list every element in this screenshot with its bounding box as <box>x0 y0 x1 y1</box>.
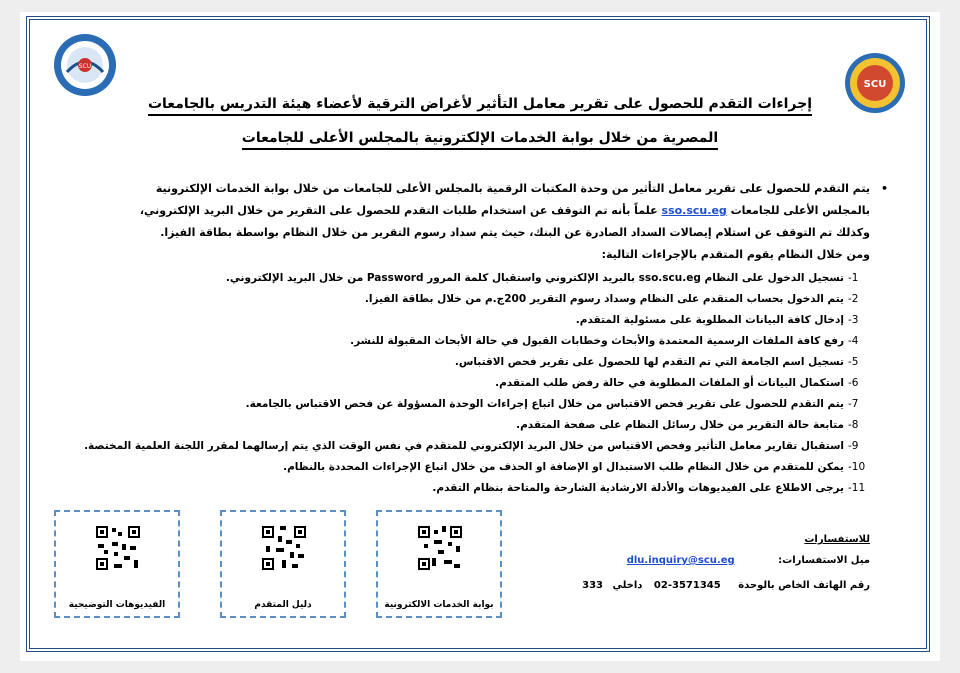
qr-label: الفيديوهات التوضيحية <box>68 600 166 610</box>
intro-line: وكذلك تم التوقف عن استلام إيصالات السداد الصادرة عن البنك، حيث يتم سداد رسوم التقرير من خلال النظام بواسطة بطاقة الفيزا. <box>160 226 870 239</box>
step-item: -7 يتم التقدم للحصول على تقرير فحص الاقتباس من خلال اتباع إجراءات الوحدة المسؤولة عن فحص الاقتباس بالجامعة. <box>245 398 859 410</box>
sso-link[interactable]: sso.scu.eg <box>661 204 727 217</box>
left-logo-text: SCU <box>78 63 92 70</box>
step-item: -1 تسجيل الدخول على النظام sso.scu.eg بالبريد الإلكتروني واستقبال كلمة المرور Password من خلال البريد الإلكتروني. <box>225 272 859 284</box>
document-title-line1: إجراءات التقدم للحصول على تقرير معامل التأثير لأغراض الترقية لأعضاء هيئة التدريس بالجامعات <box>140 96 820 112</box>
intro-line: ومن خلال النظام يقوم المتقدم بالإجراءات التالية: <box>601 248 870 261</box>
portal-qr-card[interactable] <box>376 510 502 618</box>
contact-section <box>570 534 870 605</box>
steps-list <box>80 268 870 499</box>
bullet-icon: • <box>880 182 888 195</box>
intro-line: بالمجلس الأعلى للجامعات sso.scu.eg علماً بأنه تم التوقف عن استخدام طلبات التقدم للحصول على التقرير من خلال البريد الإلكتروني، <box>139 204 870 217</box>
step-item: -5 تسجيل اسم الجامعة التي تم التقدم لها للحصول على تقرير فحص الاقتباس. <box>454 356 859 368</box>
document-title-line2: المصرية من خلال بوابة الخدمات الإلكترونية بالمجلس الأعلى للجامعات <box>140 130 820 146</box>
scu-logo-icon <box>844 52 906 114</box>
step-item: -2 يتم الدخول بحساب المتقدم على النظام وسداد رسوم التقرير 200ج.م من خلال بطاقة الفيزا. <box>364 293 859 305</box>
step-item: -4 رفع كافة الملفات الرسمية المعتمدة والأبحاث وخطابات القبول في حالة الأبحاث المقبولة للنشر. <box>350 335 859 347</box>
qr-code-icon <box>416 524 464 572</box>
videos-qr-card[interactable] <box>54 510 180 618</box>
step-item: -6 استكمال البيانات أو الملفات المطلوبة في حالة رفض طلب المتقدم. <box>495 377 859 389</box>
qr-label: دليل المتقدم <box>254 600 312 610</box>
intro-paragraph <box>80 178 888 266</box>
contact-heading: للاستفسارات <box>804 534 870 545</box>
qr-code-icon <box>260 524 308 572</box>
qr-code-icon <box>94 524 142 572</box>
step-item: -9 استقبال تقارير معامل التأثير وفحص الاقتباس من خلال البريد الإلكتروني للمتقدم في نفس الوقت الذي يتم إرسالهما لمقرر اللجنة العلمية المختصة. <box>84 440 859 452</box>
document-page <box>20 12 940 661</box>
step-item: -3 إدخال كافة البيانات المطلوبة على مسئولية المتقدم. <box>575 314 859 326</box>
email-link[interactable]: dlu.inquiry@scu.eg <box>626 555 735 566</box>
qr-label: بوابة الخدمات الالكترونية <box>384 600 494 610</box>
phone-row: رقم الهاتف الخاص بالوحدة 02-3571345 داخلي 333 <box>582 580 870 591</box>
email-row: ميل الاستفسارات: dlu.inquiry@scu.eg <box>626 555 870 566</box>
intro-line: يتم التقدم للحصول على تقرير معامل التأثير من وحدة المكتبات الرقمية بالمجلس الأعلى للجامعات من خلال بوابة الخدمات الإلكترونية <box>155 182 870 195</box>
step-item: -8 متابعة حالة التقرير من خلال رسائل النظام على صفحة المتقدم. <box>516 419 859 431</box>
step-item: -11 يرجى الاطلاع على الفيديوهات والأدلة الارشادية الشارحة والمتاحة بنظام التقدم. <box>432 482 866 494</box>
right-logo-text: SCU <box>863 79 887 90</box>
step-item: -10 يمكن للمتقدم من خلال النظام طلب الاستبدال او الإضافة او الحذف من خلال اتباع الإجراءات المحددة بالنظام. <box>283 461 866 473</box>
unit-logo-icon <box>52 32 118 98</box>
guide-qr-card[interactable] <box>220 510 346 618</box>
